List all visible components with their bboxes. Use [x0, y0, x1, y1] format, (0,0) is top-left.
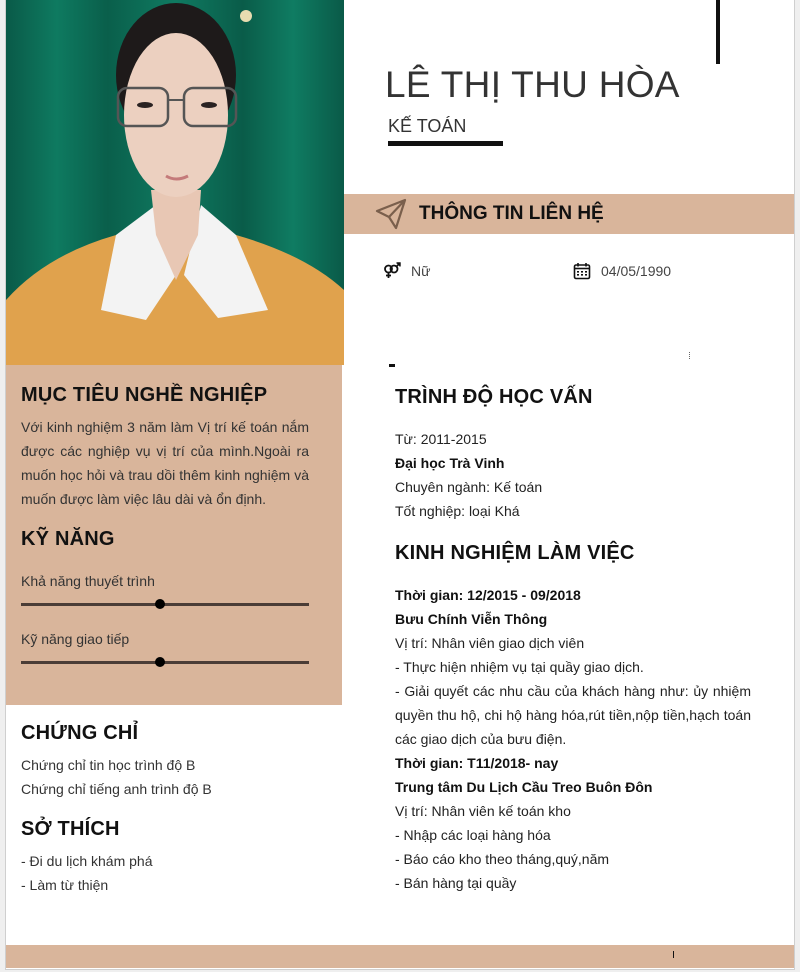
dropdown-marker [389, 364, 395, 367]
job-title: KẾ TOÁN [388, 116, 467, 136]
job-duty: - Giải quyết các nhu cầu của khách hàng như: ủy nhiệm quyền thu hộ, chi hộ hàng hóa,rút tiền,nộp tiền,hạch toán các giao dịch của bưu điện. [395, 683, 751, 747]
certificates-title: CHỨNG CHỈ [21, 722, 139, 744]
skills-title: KỸ NĂNG [21, 528, 115, 550]
education-school: Đại học Trà Vinh [395, 455, 505, 471]
skill-level-bar [21, 603, 309, 606]
certificate-item: Chứng chỉ tin học trình độ B [21, 757, 196, 773]
gender-icon [383, 262, 401, 280]
job-duty: - Thực hiện nhiệm vụ tại quầy giao dịch. [395, 659, 644, 675]
skill-label: Khả năng thuyết trình [21, 573, 155, 589]
education-graduation: Tốt nghiệp: loại Khá [395, 503, 520, 519]
text-marker [689, 352, 691, 359]
contact-section-title: THÔNG TIN LIÊN HỆ [419, 203, 604, 224]
header-accent-bar [716, 0, 720, 64]
calendar-icon [573, 262, 591, 280]
profile-photo [6, 0, 344, 365]
contact-section-header [344, 194, 794, 234]
date-of-birth-row [573, 262, 671, 280]
job-title-underline [388, 141, 503, 146]
objective-text: Với kinh nghiệm 3 năm làm Vị trí kế toán nắm được các nghiệp vụ vị trí của mình.Ngoài ra muốn học hỏi và trau dồi thêm kinh nghiệm và muốn được làm việc lâu dài và ổn định. [21, 419, 309, 507]
footer-bar [6, 945, 794, 968]
paper-plane-icon [374, 197, 408, 231]
skill-level-bar [21, 661, 309, 664]
education-title: TRÌNH ĐỘ HỌC VẤN [395, 386, 593, 408]
skill-level-knob [155, 657, 165, 667]
footer-marker [673, 951, 674, 958]
job-position: Vị trí: Nhân viên kế toán kho [395, 803, 571, 819]
job-period: Thời gian: T11/2018- nay [395, 755, 559, 771]
hobbies-title: SỞ THÍCH [21, 818, 120, 840]
experience-title: KINH NGHIỆM LÀM VIỆC [395, 542, 635, 564]
objective-title: MỤC TIÊU NGHỀ NGHIỆP [21, 384, 268, 406]
job-duty: - Bán hàng tại quầy [395, 875, 517, 891]
date-of-birth-value: 04/05/1990 [601, 263, 672, 279]
gender-value: Nữ [411, 263, 431, 279]
job-period: Thời gian: 12/2015 - 09/2018 [395, 587, 581, 603]
job-duty: - Nhập các loại hàng hóa [395, 827, 551, 843]
candidate-name: LÊ THỊ THU HÒA [385, 64, 680, 105]
skill-label: Kỹ năng giao tiếp [21, 631, 130, 647]
hobby-item: - Làm từ thiện [21, 877, 109, 893]
hobby-item: - Đi du lịch khám phá [21, 853, 153, 869]
job-company: Trung tâm Du Lịch Cầu Treo Buôn Đôn [395, 779, 653, 795]
experience-list [395, 583, 751, 895]
education-period: Từ: 2011-2015 [395, 431, 487, 447]
job-duty: - Báo cáo kho theo tháng,quý,năm [395, 851, 610, 867]
certificate-item: Chứng chỉ tiếng anh trình độ B [21, 781, 212, 797]
gender-row [383, 262, 430, 280]
job-company: Bưu Chính Viễn Thông [395, 611, 548, 627]
education-major: Chuyên ngành: Kế toán [395, 479, 543, 495]
job-position: Vị trí: Nhân viên giao dịch viên [395, 635, 585, 651]
skill-level-knob [155, 599, 165, 609]
